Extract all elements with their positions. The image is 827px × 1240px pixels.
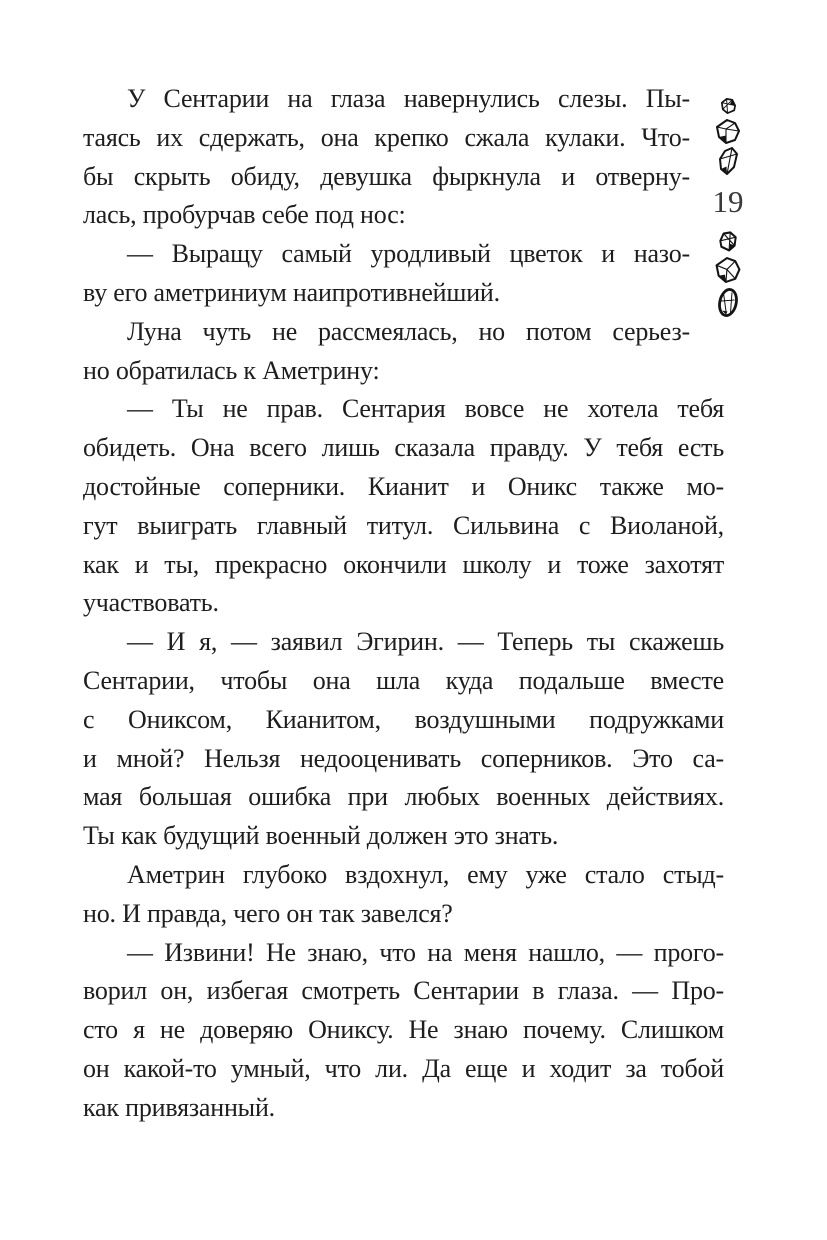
text-line: бы скрыть обиду, девушка фыркнула и отверну- [83,161,690,191]
gem-crystal-icon [716,287,740,318]
text-line: мая большая ошибка при любых военных действиях. [83,782,724,812]
text-line: Сентарии, чтобы она шла куда подальше вместе [83,665,724,695]
text-line: и мной? Нельзя недооценивать соперников. Это са- [83,743,724,773]
text-line: но. И правда, чего он так завелся? [83,898,453,928]
text-line: — Выращу самый уродливый цветок и назо- [127,239,690,269]
text-line: с Ониксом, Кианитом, воздушными подружками [83,704,724,734]
text-line: таясь их сдержать, она крепко сжала кулаки. Что- [83,122,690,152]
paragraph [83,313,724,391]
page-text [83,80,724,1128]
text-line: он какой-то умный, что ли. Да еще и ходит за тобой [83,1053,724,1083]
text-line: Луна чуть не рассмеялась, но потом серьез- [127,316,690,346]
text-line: сто я не доверяю Ониксу. Не знаю почему. Слишком [83,1015,724,1045]
text-line: ворил он, избегая смотреть Сентарии в глаза. — Про- [83,976,724,1006]
paragraph [83,856,724,934]
gem-crystal-icon [716,119,740,145]
text-line: обидеть. Она всего лишь сказала правду. У тебя есть [83,433,724,463]
paragraph [83,80,724,235]
gem-crystal-icon [718,147,739,175]
paragraph [83,235,724,313]
text-line: как привязанный. [83,1092,275,1122]
text-line: Ты как будущий военный должен это знать. [83,821,559,851]
page-number: 19 [712,184,744,219]
text-line: — И я, — заявил Эгирин. — Теперь ты скажешь [127,627,724,657]
text-line: гут выиграть главный титул. Сильвина с Виоланой, [83,510,724,540]
paragraph [83,390,724,623]
gem-crystal-icon [715,257,741,284]
text-line: — Ты не прав. Сентария вовсе не хотела тебя [127,394,724,424]
text-line: лась, пробурчав себе под нос: [83,200,406,230]
margin-decoration [709,97,747,318]
paragraph [83,934,724,1128]
text-line: как и ты, прекрасно окончили школу и тоже захотят [83,549,724,579]
text-line: ву его аметриниум наипротивнейший. [83,277,500,307]
paragraph [83,623,724,856]
text-line: У Сентарии на глаза навернулись слезы. Пы- [127,84,690,113]
text-line: — Извини! Не знаю, что на меня нашло, — прого- [127,937,724,967]
gem-crystal-icon [717,230,739,254]
text-line: Аметрин глубоко вздохнул, ему уже стало стыд- [127,859,724,889]
gem-crystal-icon [719,97,738,116]
text-line: но обратилась к Аметрину: [83,355,380,385]
text-line: достойные соперники. Кианит и Оникс также мо- [83,471,724,501]
text-line: участвовать. [83,588,219,618]
